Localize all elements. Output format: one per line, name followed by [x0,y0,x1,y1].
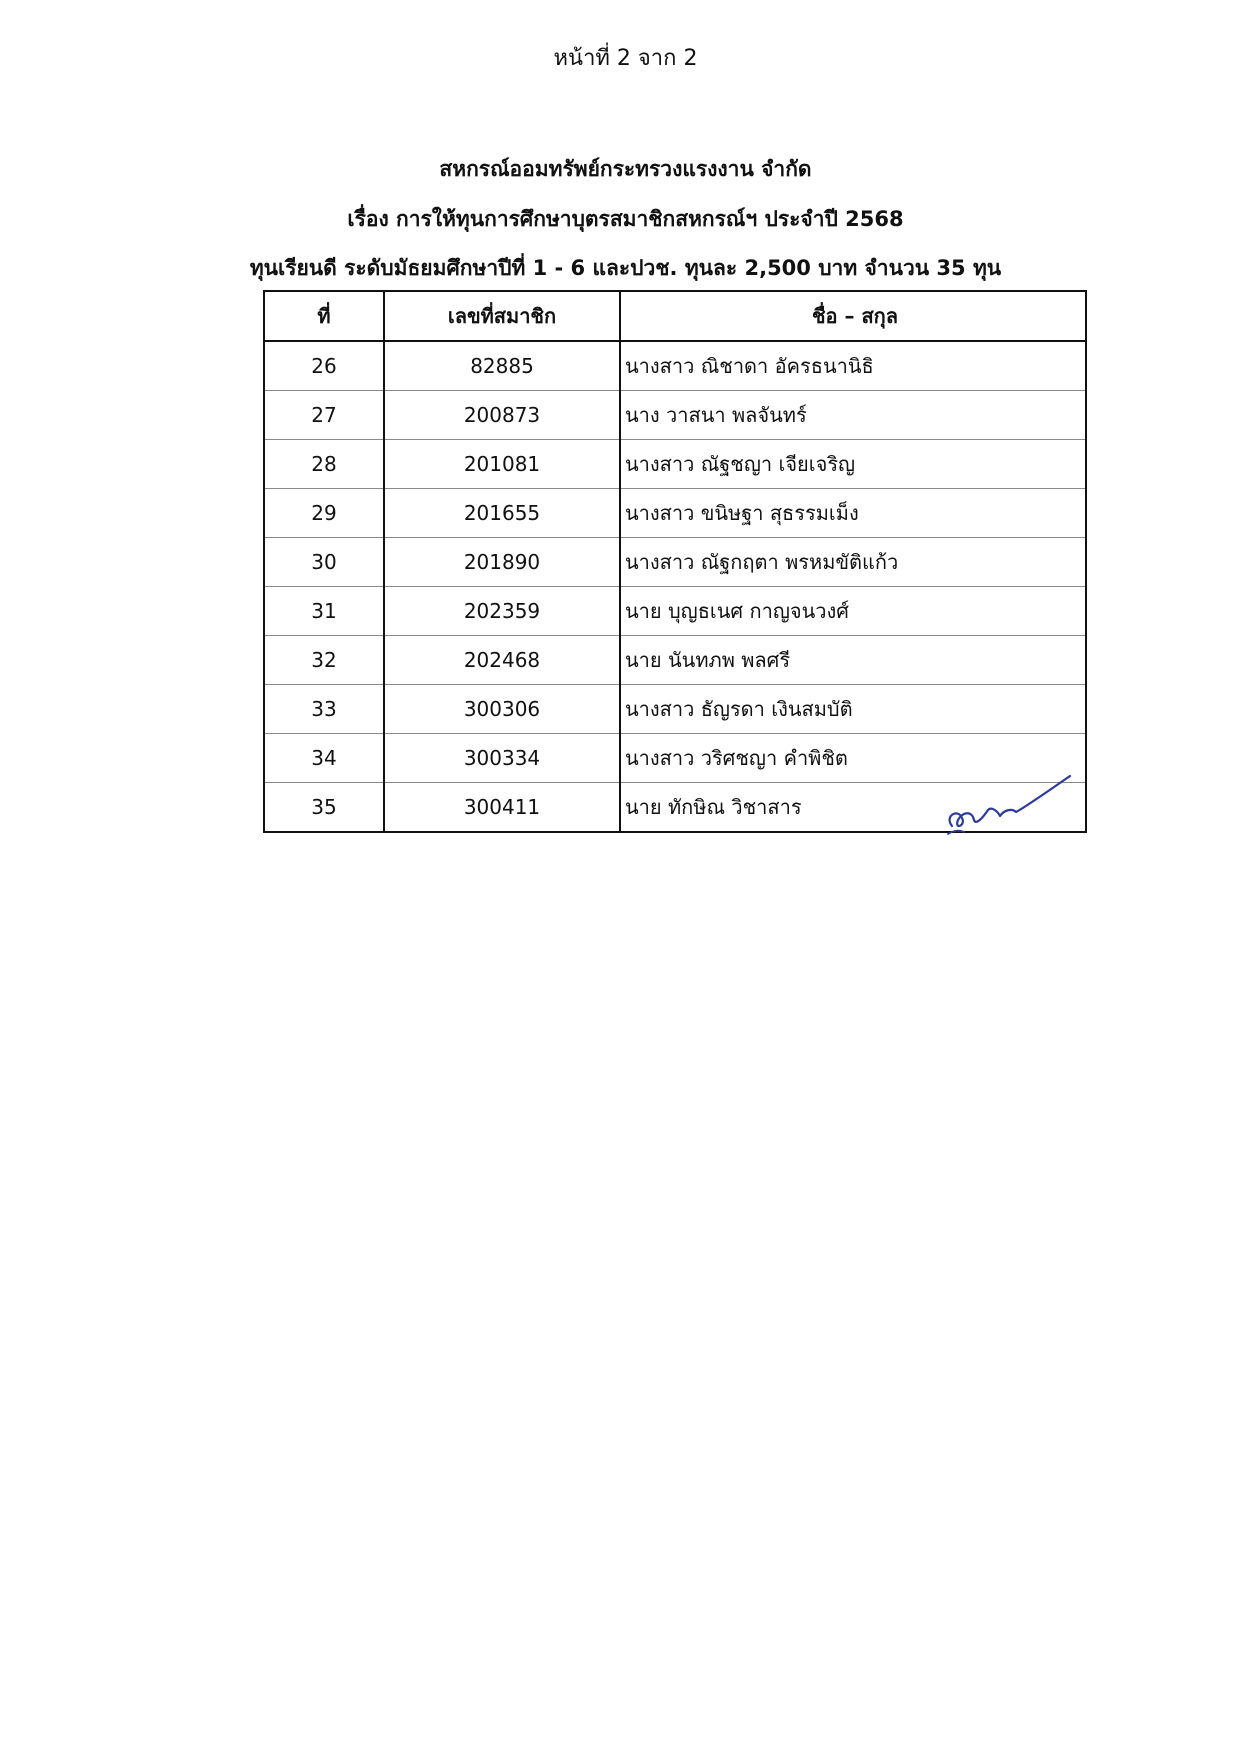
row-number: 33 [264,685,384,734]
organization-title: สหกรณ์ออมทรัพย์กระทรวงแรงงาน จำกัด [439,157,812,181]
row-number: 27 [264,391,384,440]
column-header-member-id: เลขที่สมาชิก [384,291,620,341]
member-id: 201890 [384,538,620,587]
member-id: 202468 [384,636,620,685]
member-id: 200873 [384,391,620,440]
row-number: 32 [264,636,384,685]
column-header-no: ที่ [264,291,384,341]
member-name: นาย ทักษิณ วิชาสาร [620,783,1086,833]
table-row [264,587,1086,636]
member-id: 201655 [384,489,620,538]
member-name: นาย นันทภพ พลศรี [620,636,1086,685]
member-name: นางสาว ณิชาดา อัครธนานิธิ [620,341,1086,391]
signature [940,768,1080,838]
member-name: นางสาว ณัฐชญา เจียเจริญ [620,440,1086,489]
member-name: นาง วาสนา พลจันทร์ [620,391,1086,440]
table-row [264,636,1086,685]
row-number: 30 [264,538,384,587]
table-row [264,489,1086,538]
row-number: 29 [264,489,384,538]
row-number: 31 [264,587,384,636]
member-name: นางสาว ณัฐกฤตา พรหมขัติแก้ว [620,538,1086,587]
table-row [264,391,1086,440]
signature-stroke [950,776,1070,826]
row-number: 28 [264,440,384,489]
column-header-name: ชื่อ – สกุล [620,291,1086,341]
document-subject: เรื่อง การให้ทุนการศึกษาบุตรสมาชิกสหกรณ์ฯ ประจำปี 2568 [347,207,904,231]
signature-tail [948,831,964,834]
member-id: 202359 [384,587,620,636]
member-name: นางสาว ธัญรดา เงินสมบัติ [620,685,1086,734]
table-row [264,341,1086,391]
member-id: 300306 [384,685,620,734]
member-name: นาย บุญธเนศ กาญจนวงศ์ [620,587,1086,636]
member-id: 82885 [384,341,620,391]
member-id: 300411 [384,783,620,833]
table-row [264,440,1086,489]
table-header-row [264,291,1086,341]
row-number: 34 [264,734,384,783]
row-number: 35 [264,783,384,833]
table-row [264,685,1086,734]
members-table [263,290,1087,833]
row-number: 26 [264,341,384,391]
scholarship-description: ทุนเรียนดี ระดับมัธยมศึกษาปีที่ 1 - 6 และปวช. ทุนละ 2,500 บาท จำนวน 35 ทุน [249,256,1002,280]
member-id: 201081 [384,440,620,489]
table-row [264,538,1086,587]
member-id: 300334 [384,734,620,783]
member-name: นางสาว ขนิษฐา สุธรรมเม็ง [620,489,1086,538]
page-number: หน้าที่ 2 จาก 2 [553,46,698,71]
member-name: นางสาว วริศชญา คำพิชิต [620,734,1086,783]
